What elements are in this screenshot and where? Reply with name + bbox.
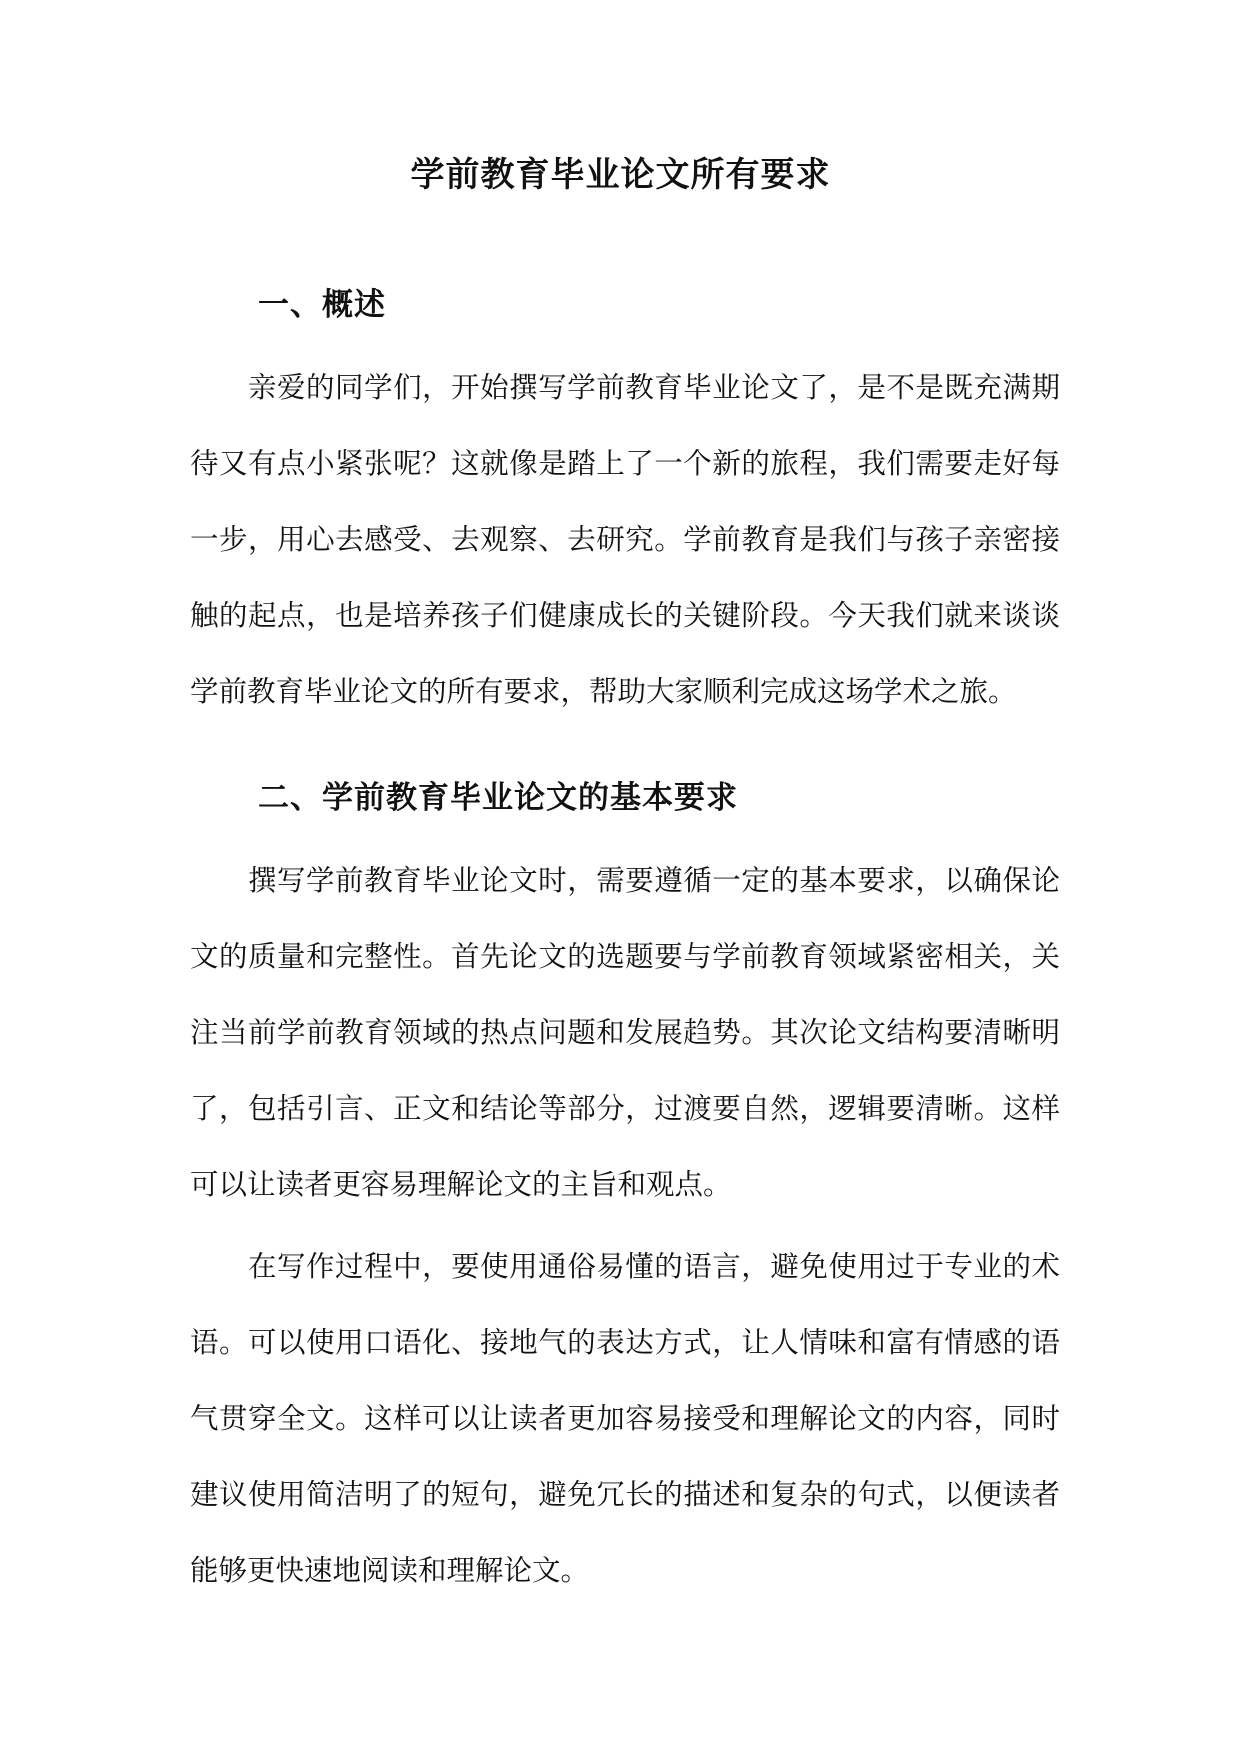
paragraph-line: 文的质量和完整性。首先论文的选题要与学前教育领域紧密相关，关 bbox=[190, 940, 1060, 973]
section-heading-overview: 一、概述 bbox=[258, 287, 386, 323]
paragraph-line: 能够更快速地阅读和理解论文。 bbox=[190, 1554, 590, 1587]
document-title: 学前教育毕业论文所有要求 bbox=[410, 155, 831, 195]
paragraph-basic-requirements-1 bbox=[190, 843, 1060, 1223]
paragraph-line: 可以让读者更容易理解论文的主旨和观点。 bbox=[190, 1168, 732, 1201]
paragraph-line: 建议使用简洁明了的短句，避免冗长的描述和复杂的句式，以便读者 bbox=[190, 1478, 1060, 1511]
paragraph-line: 撰写学前教育毕业论文时，需要遵循一定的基本要求，以确保论 bbox=[248, 864, 1060, 897]
paragraph-line: 亲爱的同学们，开始撰写学前教育毕业论文了，是不是既充满期 bbox=[248, 371, 1060, 404]
paragraph-line: 待又有点小紧张呢？这就像是踏上了一个新的旅程，我们需要走好每 bbox=[190, 447, 1060, 480]
paragraph-line: 在写作过程中，要使用通俗易懂的语言，避免使用过于专业的术 bbox=[248, 1250, 1060, 1283]
paragraph-basic-requirements-2 bbox=[190, 1229, 1060, 1609]
paragraph-line: 触的起点，也是培养孩子们健康成长的关键阶段。今天我们就来谈谈 bbox=[190, 599, 1060, 632]
paragraph-line: 一步，用心去感受、去观察、去研究。学前教育是我们与孩子亲密接 bbox=[190, 523, 1060, 556]
section-heading-basic-requirements: 二、学前教育毕业论文的基本要求 bbox=[258, 780, 738, 816]
paragraph-line: 学前教育毕业论文的所有要求，帮助大家顺利完成这场学术之旅。 bbox=[190, 675, 1017, 708]
paragraph-line: 注当前学前教育领域的热点问题和发展趋势。其次论文结构要清晰明 bbox=[190, 1016, 1060, 1049]
paragraph-line: 了，包括引言、正文和结论等部分，过渡要自然，逻辑要清晰。这样 bbox=[190, 1092, 1060, 1125]
paragraph-overview bbox=[190, 350, 1060, 730]
paragraph-line: 语。可以使用口语化、接地气的表达方式，让人情味和富有情感的语 bbox=[190, 1326, 1060, 1359]
paragraph-line: 气贯穿全文。这样可以让读者更加容易接受和理解论文的内容，同时 bbox=[190, 1402, 1060, 1435]
